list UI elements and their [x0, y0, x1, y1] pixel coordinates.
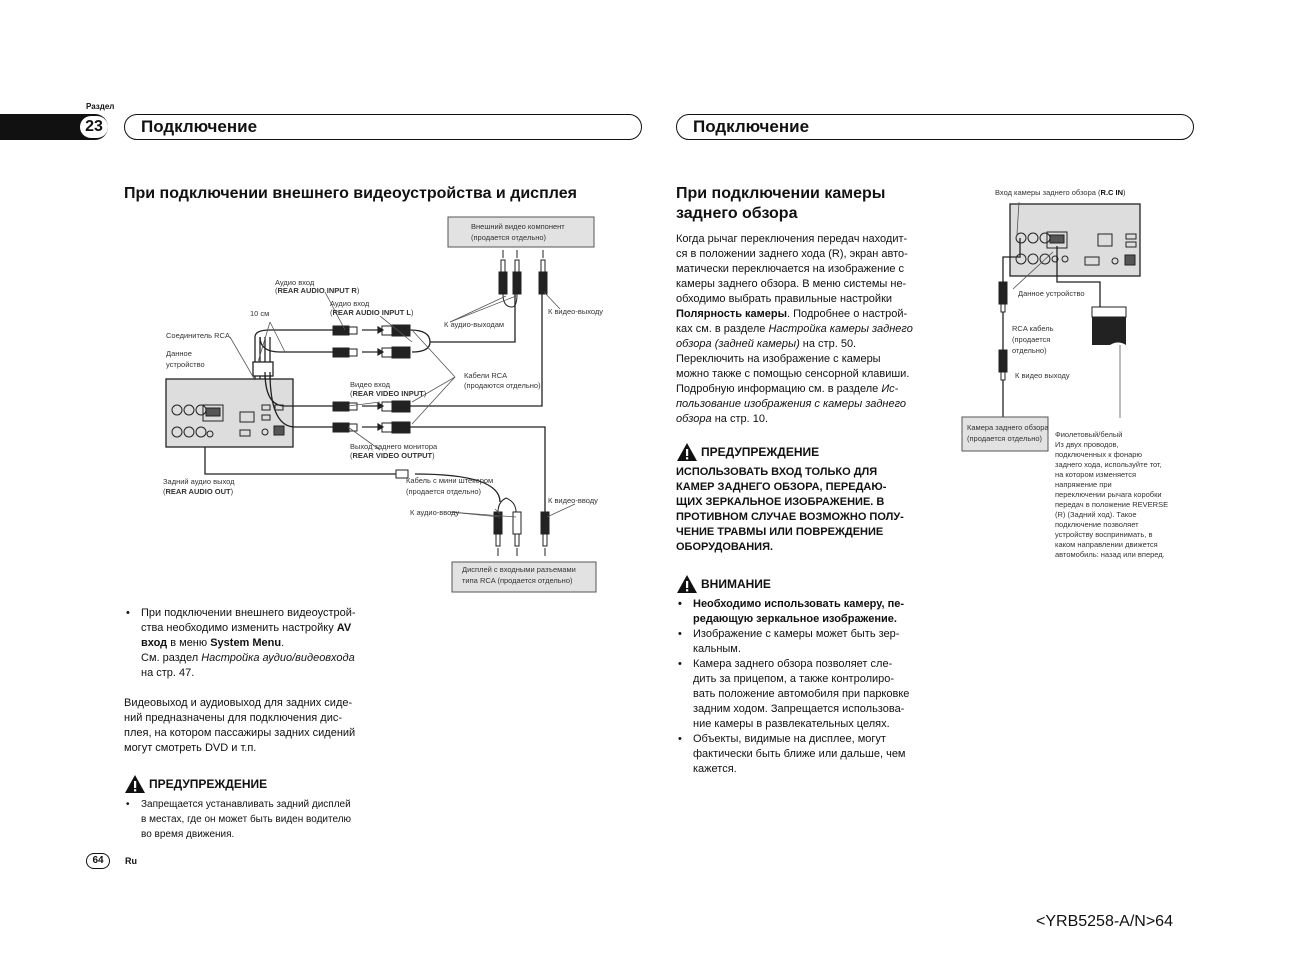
caution-list: [676, 597, 938, 777]
label-rca-cable: RCA кабель: [1012, 324, 1054, 333]
svg-text:автомобиль: назад или вперед.: автомобиль: назад или вперед.: [1055, 550, 1165, 559]
svg-text:заднего хода, используйте тот,: заднего хода, используйте тот,: [1055, 460, 1162, 469]
label-rear-monitor-output: Выход заднего монитора: [350, 442, 438, 451]
svg-text:(REAR AUDIO INPUT L): (REAR AUDIO INPUT L): [330, 308, 414, 317]
svg-text:подключенных к фонарю: подключенных к фонарю: [1055, 450, 1143, 459]
left-warning-title: ПРЕДУПРЕЖДЕНИЕ: [149, 777, 268, 791]
label-rear-video-output: REAR VIDEO OUTPUT: [352, 451, 433, 460]
label-rca-connector: Соединитель RCA: [166, 331, 230, 340]
right-warning-title: ПРЕДУПРЕЖДЕНИЕ: [701, 445, 820, 459]
label-to-video-input: К видео-вводу: [548, 496, 598, 505]
list-item: • При подключении внешнего видеоустрой- ства необходимо изменить настройку AV вход в меню System Menu. См. раздел Настройка аудио/видеовхода на стр. 47.: [124, 606, 384, 681]
label-rear-audio-out-bold: REAR AUDIO OUT: [165, 487, 231, 496]
list-item: • Запрещается устанавливать задний дисплей в местах, где он может быть виден водителю во время движения.: [124, 797, 384, 842]
list-item: • Изображение с камеры может быть зер- кальным.: [676, 627, 938, 657]
svg-text:каком направлении движется: каком направлении движется: [1055, 540, 1158, 549]
svg-text:подключение позволяет: подключение позволяет: [1055, 520, 1139, 529]
section-number: 23: [80, 116, 108, 138]
label-rear-audio-input-r: REAR AUDIO INPUT R: [277, 286, 357, 295]
svg-text:(продается: (продается: [1012, 335, 1051, 344]
list-item: • Камера заднего обзора позволяет сле- дить за прицепом, а также контролиро- вать положение автомобиля при парковке задним ходом. Запрещается использова- ние камеры в развлекательных целях.: [676, 657, 938, 732]
document-code: <YRB5258-A/N>64: [1036, 913, 1173, 930]
label-video-input: Видео вход: [350, 380, 391, 389]
label-this-unit-right: Данное устройство: [1018, 289, 1085, 298]
warning-icon: [676, 442, 698, 462]
svg-text:типа RCA (продается отдельно): типа RCA (продается отдельно): [462, 576, 573, 585]
caution-header: [676, 574, 771, 594]
label-mini-plug-cable: Кабель с мини штекером: [406, 476, 494, 485]
svg-text:(REAR VIDEO OUTPUT): (REAR VIDEO OUTPUT): [350, 451, 435, 460]
warning-icon: [124, 774, 146, 794]
svg-text:(продаются отдельно): (продаются отдельно): [464, 381, 541, 390]
label-to-audio-outputs: К аудио-выходам: [444, 320, 505, 329]
label-display: Дисплей с входными разъемами: [462, 565, 576, 574]
right-warning-header: [676, 442, 819, 462]
svg-text:Фиолетовый/белый: Фиолетовый/белый: [1055, 430, 1123, 439]
svg-text:отдельно): отдельно): [1012, 346, 1047, 355]
svg-text:(REAR AUDIO INPUT R): (REAR AUDIO INPUT R): [275, 286, 360, 295]
label-camera: Камера заднего обзора: [967, 423, 1049, 432]
violet-wire-note: [1055, 430, 1168, 559]
svg-text:(продается отдельно): (продается отдельно): [967, 434, 1043, 443]
section-label: Раздел: [86, 102, 115, 111]
svg-text:переключении рычага коробки: переключении рычага коробки: [1055, 490, 1162, 499]
av-settings-reference: Настройка аудио/видеовхода: [201, 652, 355, 664]
list-item: • Необходимо использовать камеру, пе- редающую зеркальное изображение.: [676, 597, 938, 627]
label-rear-audio-out: Задний аудио выход: [163, 477, 235, 486]
language-code: Ru: [125, 856, 137, 866]
list-item: • Объекты, видимые на дисплее, могут фактически быть ближе или дальше, чем кажется.: [676, 732, 938, 777]
svg-text:(R) (Задний ход). Такое: (R) (Задний ход). Такое: [1055, 510, 1137, 519]
label-rca-cables: Кабели RCA: [464, 371, 508, 380]
label-audio-input-l: Аудио вход: [330, 299, 370, 308]
svg-text:устройство: устройство: [166, 360, 205, 369]
warning-icon: [676, 574, 698, 594]
svg-text:устройству воспринимать, в: устройству воспринимать, в: [1055, 530, 1153, 539]
camera-paragraph: Когда рычаг переключения передач находит- ся в положении заднего хода (R), экран авто- матически переключается на изображение с камеры заднего обзора. В меню системы не- обходимо выбрать правильные настройки Полярность камеры. Подробнее о настрой- ках см. в разделе Настройка камеры заднего обзора (задней камеры) на стр. 50. Переключить на изображение с камеры можно также с помощью сенсорной клавиши. Подробную информацию см. в разделе Ис- пользование изображения с камеры заднего обзора на стр. 10.: [676, 233, 913, 425]
label-external-video: Внешний видео компонент: [471, 222, 565, 231]
svg-text:Из двух проводов,: Из двух проводов,: [1055, 440, 1119, 449]
left-warning-header: [124, 774, 267, 794]
label-external-video-note: (продается отдельно): [471, 233, 547, 242]
caution-title: ВНИМАНИЕ: [701, 577, 771, 591]
left-heading: При подключении внешнего видеоустройства и дисплея: [124, 185, 577, 202]
svg-text:(REAR AUDIO OUT): (REAR AUDIO OUT): [163, 487, 234, 496]
label-to-video-output-right: К видео выходу: [1015, 371, 1070, 380]
label-this-unit: Данное: [166, 349, 192, 358]
svg-text:(продается отдельно): (продается отдельно): [406, 487, 482, 496]
svg-text:(REAR VIDEO INPUT): (REAR VIDEO INPUT): [350, 389, 427, 398]
svg-text:передач в положение REVERSE: передач в положение REVERSE: [1055, 500, 1169, 509]
label-to-video-output: К видео-выходу: [548, 307, 604, 316]
page-number: 64: [86, 853, 110, 869]
label-ten-cm: 10 см: [250, 309, 270, 318]
external-video-connection-diagram: [150, 212, 620, 602]
label-camera-input: Вход камеры заднего обзора (R.C IN): [995, 188, 1126, 197]
rear-output-paragraph: Видеовыход и аудиовыход для задних сиде- ний предназначены для подключения дис- плея, на котором пассажиры задних сидений могут смотреть DVD и т.п.: [124, 697, 356, 754]
svg-text:напряжение при: напряжение при: [1055, 480, 1112, 489]
label-audio-input-r: Аудио вход: [275, 278, 315, 287]
label-to-audio-input: К аудио-вводу: [410, 508, 460, 517]
right-heading: При подключении камеры заднего обзора: [676, 185, 886, 222]
av-input-note: [124, 606, 384, 681]
right-header-title: Подключение: [676, 114, 1194, 140]
left-header-title: Подключение: [124, 114, 642, 140]
rear-camera-connection-diagram: [955, 182, 1185, 572]
left-warning-list: [124, 797, 384, 842]
label-rear-video-input: REAR VIDEO INPUT: [352, 389, 424, 398]
right-warning-text: ИСПОЛЬЗОВАТЬ ВХОД ТОЛЬКО ДЛЯ КАМЕР ЗАДНЕГО ОБЗОРА, ПЕРЕДАЮ- ЩИХ ЗЕРКАЛЬНОЕ ИЗОБРАЖЕНИЕ. В ПРОТИВНОМ СЛУЧАЕ ВОЗМОЖНО ПОЛУ- ЧЕНИЕ ТРАВМЫ ИЛИ ПОВРЕЖДЕНИЕ ОБОРУДОВАНИЯ.: [676, 466, 904, 553]
label-rear-audio-input-l: REAR AUDIO INPUT L: [332, 308, 411, 317]
svg-text:на котором изменяется: на котором изменяется: [1055, 470, 1137, 479]
